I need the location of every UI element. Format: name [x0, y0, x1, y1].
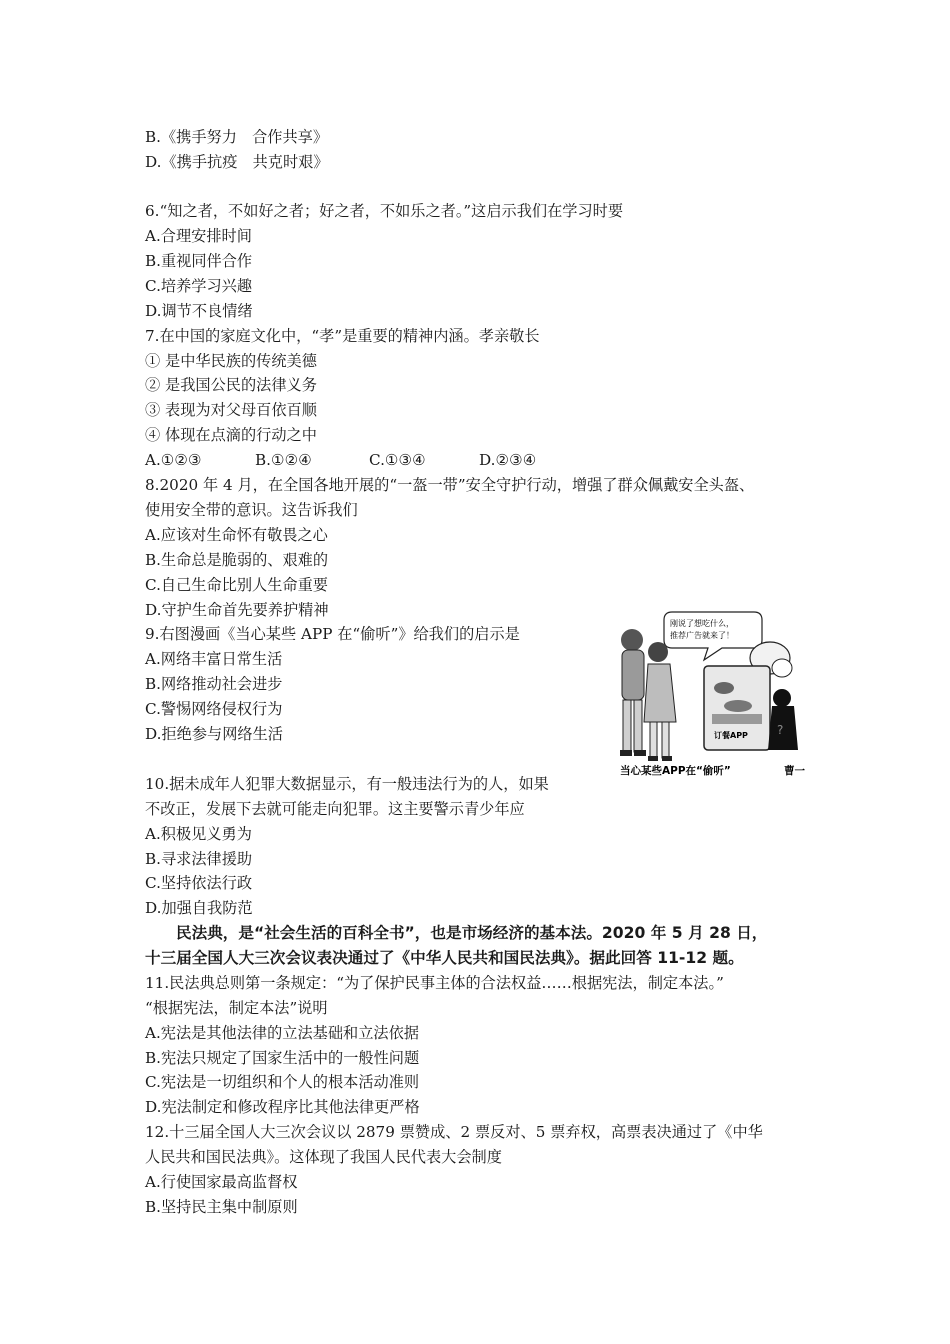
q8-option-a: A.应该对生命怀有敬畏之心: [145, 526, 328, 544]
q8-option-c: C.自己生命比别人生命重要: [145, 576, 328, 594]
q11-option-b: B.宪法只规定了国家生活中的一般性问题: [145, 1049, 420, 1067]
q10-option-c: C.坚持依法行政: [145, 874, 253, 892]
q6-option-b: B.重视同伴合作: [145, 252, 253, 270]
cartoon-illustration: [612, 610, 812, 778]
q7-option-b: B.①②④: [255, 451, 312, 469]
q9-option-b: B.网络推动社会进步: [145, 675, 283, 693]
cartoon-caption: 当心某些APP在“偷听”: [620, 765, 731, 777]
cartoon-author: 曹一: [784, 765, 805, 777]
q12-stem-line2: 人民共和国民法典》。这体现了我国人民代表大会制度: [145, 1148, 502, 1166]
q6-option-a: A.合理安排时间: [145, 227, 252, 245]
speech-bubble: [664, 612, 762, 660]
q10-stem-line1: 10.据未成年人犯罪大数据显示，有一般违法行为的人，如果: [145, 775, 549, 793]
q9-option-c: C.警惕网络侵权行为: [145, 700, 283, 718]
q10-option-d: D.加强自我防范: [145, 899, 253, 917]
q9-option-d: D.拒绝参与网络生活: [145, 725, 283, 743]
q7-statement-2: ② 是我国公民的法律义务: [145, 376, 317, 394]
q7-stem: 7.在中国的家庭文化中，“孝”是重要的精神内涵。孝亲敬长: [145, 327, 540, 345]
q10-option-a: A.积极见义勇为: [145, 825, 252, 843]
question-mark-icon: ?: [777, 723, 784, 737]
q12-stem-line1: 12.十三届全国人大三次会议以 2879 票赞成、2 票反对、5 票弃权，高票表决通过了《中华: [145, 1123, 763, 1141]
q7-statement-1: ① 是中华民族的传统美德: [145, 352, 317, 370]
q8-option-d: D.守护生命首先要养护精神: [145, 601, 329, 619]
q10-stem-line2: 不改正，发展下去就可能走向犯罪。这主要警示青少年应: [145, 800, 525, 818]
q6-option-d: D.调节不良情绪: [145, 302, 253, 320]
q9-stem: 9.右图漫画《当心某些 APP 在“偷听”》给我们的启示是: [145, 625, 520, 643]
q11-stem-line1: 11.民法典总则第一条规定：“为了保护民事主体的合法权益……根据宪法，制定本法。”: [145, 974, 724, 992]
screen-label: 订餐APP: [714, 731, 748, 740]
q12-option-a: A.行使国家最高监督权: [145, 1173, 298, 1191]
q11-option-c: C.宪法是一切组织和个人的根本活动准则: [145, 1073, 420, 1091]
q8-stem-line1: 8.2020 年 4 月，在全国各地开展的“一盔一带”安全守护行动，增强了群众佩戴安全头盔、: [145, 476, 755, 494]
q8-option-b: B.生命总是脆弱的、艰难的: [145, 551, 329, 569]
q9-option-a: A.网络丰富日常生活: [145, 650, 283, 668]
prev-option-d: D.《携手抗疫 共克时艰》: [145, 153, 329, 171]
q7-statement-3: ③ 表现为对父母百依百顺: [145, 401, 317, 419]
q7-option-d: D.②③④: [479, 451, 537, 469]
q6-stem: 6.“知之者，不如好之者；好之者，不如乐之者。”这启示我们在学习时要: [145, 202, 624, 220]
phone-screen: [704, 666, 770, 750]
couple-figures: [620, 629, 676, 761]
material-line2: 十三届全国人大三次会议表决通过了《中华人民共和国民法典》。据此回答 11-12 题。: [145, 949, 744, 967]
q11-stem-line2: “根据宪法，制定本法”说明: [145, 999, 328, 1017]
shadow-figure: [768, 689, 798, 750]
q6-option-c: C.培养学习兴趣: [145, 277, 253, 295]
q7-statement-4: ④ 体现在点滴的行动之中: [145, 426, 317, 444]
bubble-text-line2: 推荐广告就来了！: [670, 631, 734, 640]
q11-option-d: D.宪法制定和修改程序比其他法律更严格: [145, 1098, 420, 1116]
material-line1: 民法典，是“社会生活的百科全书”，也是市场经济的基本法。2020 年 5 月 28 日，: [176, 924, 768, 942]
prev-option-b: B.《携手努力 合作共享》: [145, 128, 329, 146]
bubble-text-line1: 刚说了想吃什么，: [670, 619, 734, 628]
q11-option-a: A.宪法是其他法律的立法基础和立法依据: [145, 1024, 419, 1042]
q7-option-a: A.①②③: [145, 451, 202, 469]
q12-option-b: B.坚持民主集中制原则: [145, 1198, 298, 1216]
q8-stem-line2: 使用安全带的意识。这告诉我们: [145, 501, 358, 519]
q7-option-c: C.①③④: [369, 451, 426, 469]
q10-option-b: B.寻求法律援助: [145, 850, 253, 868]
